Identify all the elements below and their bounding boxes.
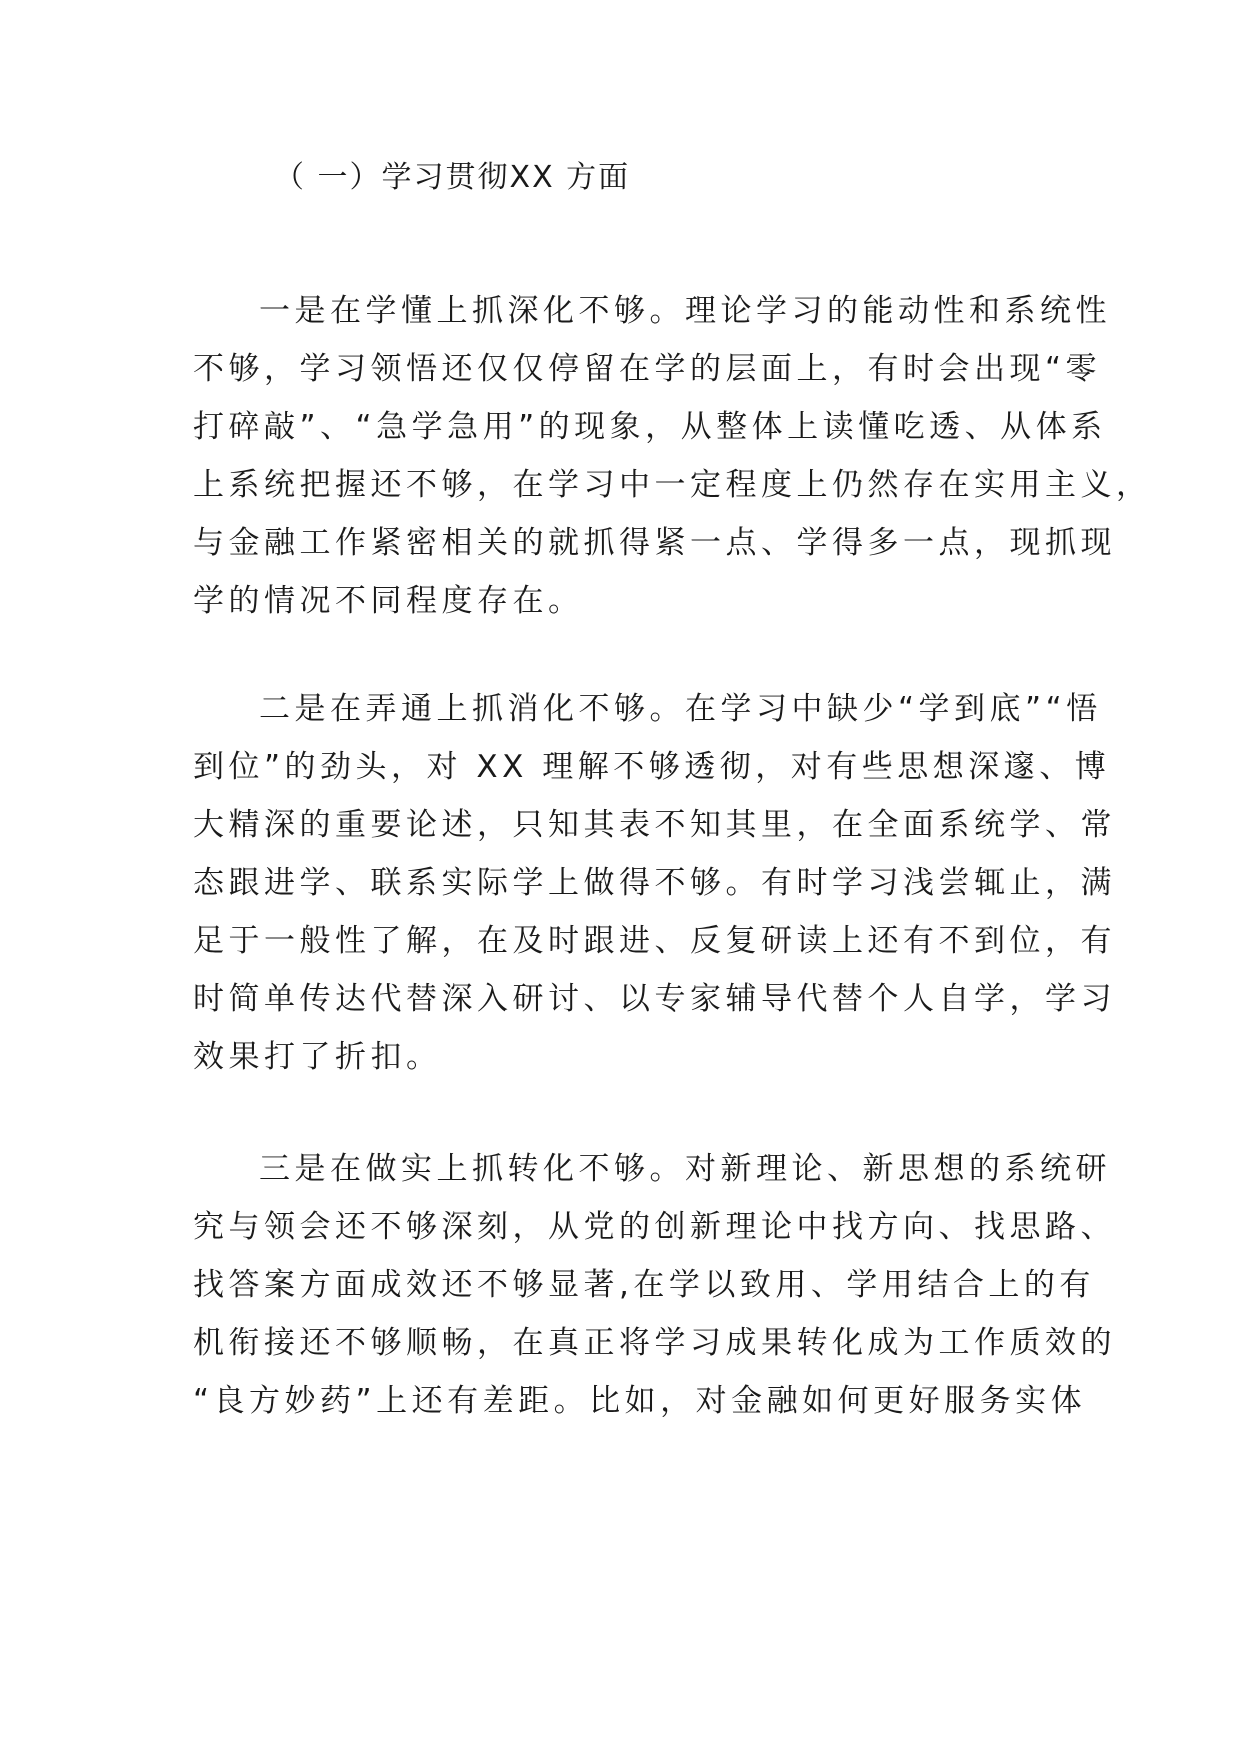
paragraph-line: 足于一般性了解，在及时跟进、反复研读上还有不到位，有	[193, 923, 1116, 959]
section-heading: （ 一）学习贯彻XX 方面	[274, 160, 631, 195]
paragraph-line: 效果打了折扣。	[193, 1039, 442, 1075]
paragraph-line: 大精深的重要论述，只知其表不知其里，在全面系统学、常	[193, 807, 1116, 843]
paragraph-line: 时简单传达代替深入研讨、以专家辅导代替个人自学，学习	[193, 981, 1116, 1017]
paragraph-line: 与金融工作紧密相关的就抓得紧一点、学得多一点，现抓现	[193, 525, 1116, 561]
paragraph-line: 打碎敲”、“急学急用”的现象，从整体上读懂吃透、从体系	[193, 409, 1107, 445]
paragraph-3	[193, 1140, 1116, 1430]
paragraph-line: 态跟进学、联系实际学上做得不够。有时学习浅尝辄止，满	[193, 865, 1116, 901]
paragraph-line: 不够，学习领悟还仅仅停留在学的层面上，有时会出现“零	[193, 351, 1102, 387]
paragraph-line: 学的情况不同程度存在。	[193, 583, 584, 619]
paragraph-line: “良方妙药”上还有差距。比如，对金融如何更好服务实体	[193, 1383, 1087, 1419]
paragraph-2	[193, 680, 1116, 1086]
paragraph-line: 到位”的劲头，对 XX 理解不够透彻，对有些思想深邃、博	[193, 749, 1111, 785]
paragraph-line: 究与领会还不够深刻，从党的创新理论中找方向、找思路、	[193, 1209, 1116, 1245]
paragraph-line: 上系统把握还不够，在学习中一定程度上仍然存在实用主义，	[193, 467, 1152, 503]
paragraph-1	[193, 282, 1152, 630]
paragraph-line: 二是在弄通上抓消化不够。在学习中缺少“学到底”“悟	[259, 691, 1102, 727]
paragraph-line: 机衔接还不够顺畅，在真正将学习成果转化成为工作质效的	[193, 1325, 1116, 1361]
paragraph-line: 一是在学懂上抓深化不够。理论学习的能动性和系统性	[259, 293, 1111, 329]
paragraph-line: 找答案方面成效还不够显著,在学以致用、学用结合上的有	[193, 1267, 1095, 1303]
paragraph-line: 三是在做实上抓转化不够。对新理论、新思想的系统研	[259, 1151, 1111, 1187]
